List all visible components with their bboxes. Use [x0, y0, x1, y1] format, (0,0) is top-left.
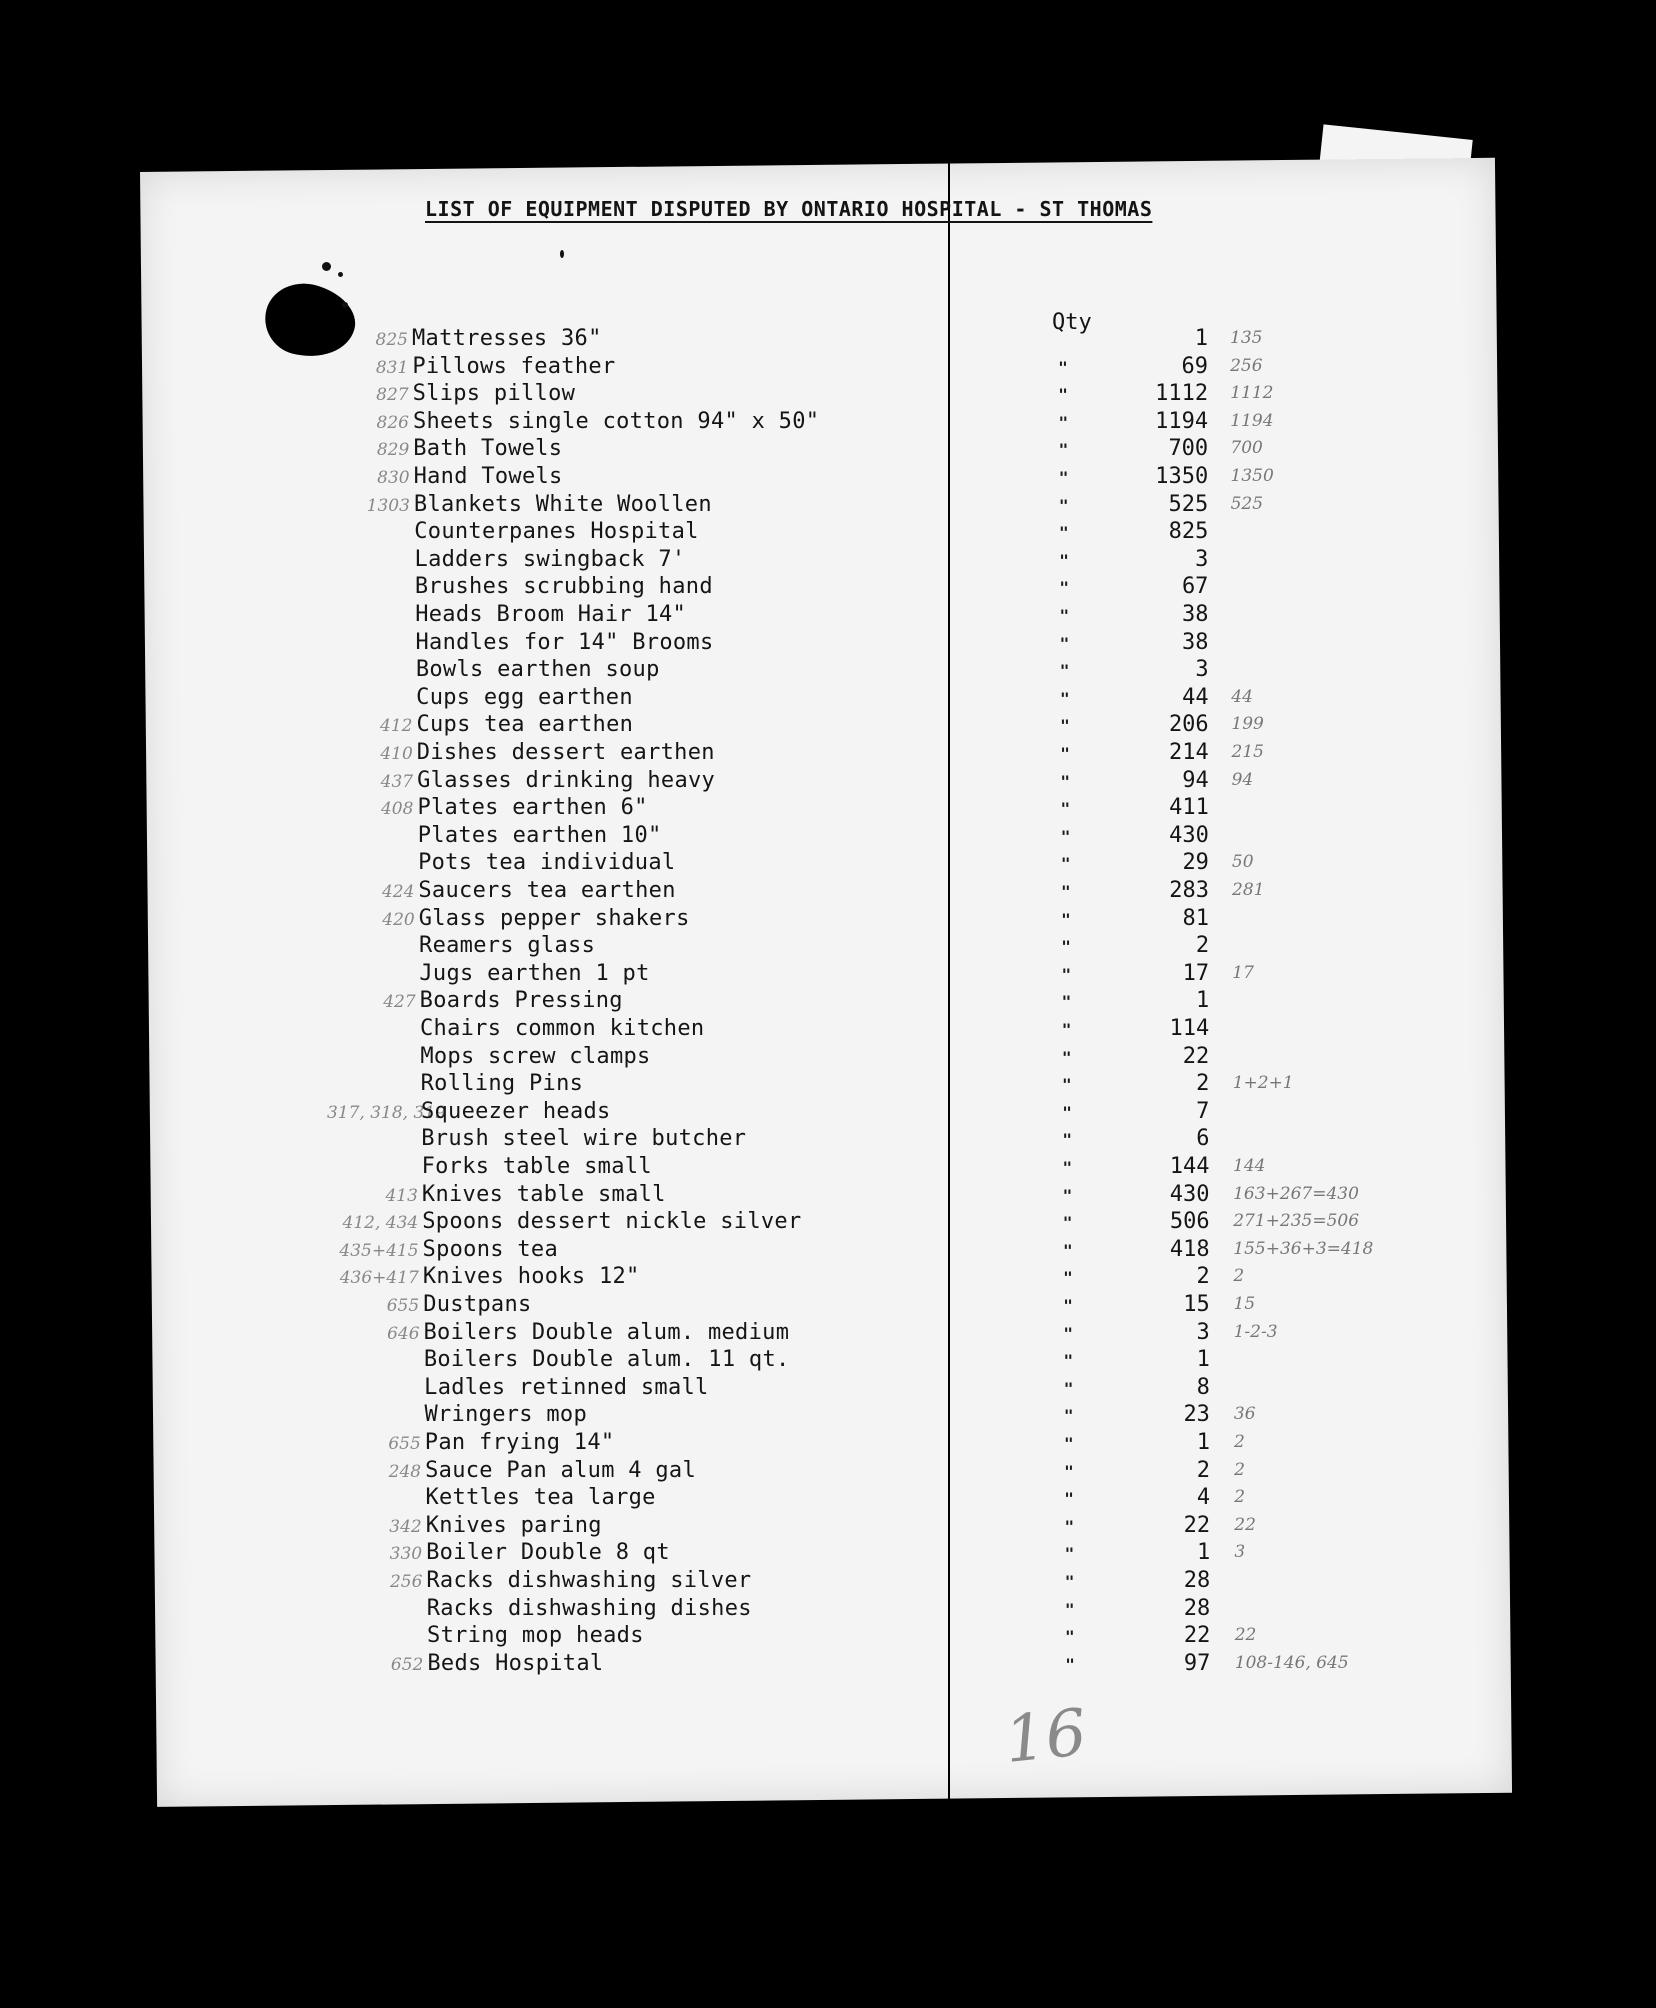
quantity-value: 4 [1196, 1485, 1211, 1511]
handwritten-note: 44 [1231, 686, 1253, 707]
table-row [0, 850, 1254, 876]
item-description: Racks dishwashing silver [426, 1568, 752, 1593]
quantity-value: 3 [1195, 546, 1209, 572]
ditto-mark: " [1060, 826, 1071, 846]
item-description: Knives table small [421, 1181, 666, 1207]
handwritten-item-number: 826 [376, 412, 409, 433]
ditto-mark: " [1059, 661, 1070, 681]
handwritten-note: 256 [1230, 355, 1263, 376]
handwritten-note: 2 [1234, 1432, 1245, 1452]
handwritten-note: 17 [1232, 962, 1254, 983]
table-row [0, 1016, 1210, 1042]
handwritten-note: 1+2+1 [1232, 1073, 1294, 1094]
item-description: Mattresses 36" [412, 326, 602, 351]
table-row [0, 1568, 1211, 1594]
table-row [0, 740, 1264, 766]
ditto-mark: " [1063, 1351, 1074, 1371]
handwritten-item-number: 424 [381, 882, 415, 902]
handwritten-item-number: 825 [375, 330, 408, 350]
ditto-mark: " [1063, 1268, 1073, 1288]
item-description: Cups tea earthen [416, 712, 634, 738]
ditto-mark: " [1065, 1654, 1075, 1674]
item-description: Boilers Double alum. medium [423, 1319, 790, 1345]
quantity-value: 825 [1168, 519, 1209, 545]
handwritten-item-number: 652 [390, 1654, 424, 1675]
ditto-mark: " [1064, 1461, 1074, 1481]
item-description: Saucers tea earthen [418, 878, 676, 903]
quantity-value: 430 [1169, 822, 1209, 848]
ditto-mark: " [1059, 523, 1069, 543]
page-number: 16 [1001, 1695, 1091, 1779]
ditto-mark: " [1064, 1544, 1075, 1564]
ditto-mark: " [1058, 412, 1069, 432]
quantity-value: 15 [1183, 1292, 1210, 1317]
table-row [0, 960, 1254, 987]
item-description: Blankets White Woollen [413, 491, 712, 517]
table-row [0, 1650, 1349, 1677]
ditto-mark: " [1060, 744, 1070, 763]
ditto-mark: " [1058, 440, 1069, 460]
handwritten-item-number: 330 [389, 1544, 423, 1565]
quantity-value: 525 [1168, 491, 1209, 517]
handwritten-item-number: 1303 [366, 495, 410, 516]
handwritten-item-number: 412 [380, 716, 413, 737]
table-row [0, 905, 1210, 932]
table-row [0, 519, 1209, 545]
ink-speck [322, 262, 331, 271]
table-row [0, 353, 1263, 380]
table-row [0, 1264, 1245, 1290]
quantity-value: 2 [1196, 1264, 1210, 1290]
table-row [0, 933, 1210, 959]
item-description: Spoons tea [422, 1236, 558, 1262]
item-description: Reamers glass [419, 933, 596, 959]
ditto-mark: " [1060, 771, 1071, 791]
table-row [0, 1457, 1245, 1484]
ditto-mark: " [1061, 937, 1071, 957]
table-row [0, 684, 1253, 711]
quantity-value: 430 [1169, 1181, 1210, 1207]
quantity-value: 1 [1194, 326, 1208, 351]
handwritten-item-number: 410 [380, 744, 413, 764]
item-description: Knives hooks 12" [422, 1264, 640, 1290]
quantity-value: 214 [1169, 740, 1209, 765]
handwritten-note: 1-2-3 [1233, 1321, 1278, 1342]
table-row [0, 1485, 1246, 1511]
item-description: Plates earthen 6" [417, 795, 648, 821]
ditto-mark: " [1064, 1489, 1074, 1509]
ditto-mark: " [1059, 688, 1070, 708]
ditto-mark: " [1062, 1240, 1073, 1260]
handwritten-note: 2 [1234, 1459, 1245, 1480]
item-description: Knives paring [425, 1512, 602, 1538]
handwritten-item-number: 437 [380, 771, 414, 792]
item-description: Ladders swingback 7' [414, 546, 686, 572]
table-row [0, 381, 1274, 407]
handwritten-item-number: 427 [383, 992, 416, 1013]
table-row [0, 1319, 1278, 1346]
quantity-value: 23 [1183, 1402, 1210, 1428]
item-description: Forks table small [421, 1154, 652, 1179]
item-description: Racks dishwashing dishes [426, 1595, 752, 1621]
ditto-mark: " [1061, 1047, 1072, 1067]
item-description: Brushes scrubbing hand [414, 574, 713, 600]
quantity-value: 2 [1195, 933, 1210, 959]
item-description: Cups egg earthen [416, 684, 633, 710]
quantity-value: 7 [1196, 1098, 1210, 1124]
item-description: Brush steel wire butcher [421, 1126, 747, 1152]
quantity-value: 283 [1169, 878, 1209, 903]
handwritten-note: 94 [1231, 769, 1254, 790]
item-description: Mops screw clamps [420, 1043, 651, 1069]
item-description: Pillows feather [412, 353, 616, 379]
ditto-mark: " [1059, 606, 1070, 625]
item-description: Chairs common kitchen [420, 1016, 705, 1041]
ditto-mark: " [1060, 854, 1071, 874]
quantity-value: 418 [1169, 1236, 1210, 1262]
handwritten-note: 22 [1234, 1514, 1256, 1535]
quantity-value: 94 [1182, 767, 1209, 793]
table-row [0, 1402, 1256, 1428]
quantity-value: 28 [1183, 1568, 1211, 1593]
table-row [0, 795, 1209, 821]
item-description: Glasses drinking heavy [417, 767, 716, 793]
handwritten-item-number: 830 [377, 468, 410, 488]
quantity-value: 97 [1183, 1650, 1211, 1676]
ditto-mark: " [1063, 1323, 1074, 1343]
handwritten-item-number: 655 [388, 1434, 421, 1454]
document-title: LIST OF EQUIPMENT DISPUTED BY ONTARIO HOSPITAL - ST THOMAS [425, 197, 1153, 221]
handwritten-item-number: 831 [375, 357, 409, 378]
quantity-value: 1 [1196, 1430, 1210, 1455]
handwritten-note: 2 [1233, 1266, 1245, 1287]
quantity-value: 1 [1196, 1540, 1211, 1566]
table-row [0, 822, 1209, 849]
item-description: Hand Towels [413, 464, 563, 489]
ditto-mark: " [1062, 1158, 1073, 1177]
quantity-value: 44 [1182, 684, 1209, 710]
item-description: Handles for 14" Brooms [415, 629, 714, 655]
ditto-mark: " [1063, 1296, 1073, 1315]
handwritten-note: 155+36+3=418 [1233, 1238, 1374, 1259]
ditto-mark: " [1059, 578, 1069, 598]
quantity-value: 29 [1182, 850, 1209, 876]
table-row [0, 574, 1209, 600]
item-description: Slips pillow [412, 381, 576, 407]
quantity-value: 1112 [1155, 381, 1209, 407]
item-description: Dustpans [423, 1292, 532, 1317]
item-description: Pots tea individual [418, 850, 676, 876]
ditto-mark: " [1058, 468, 1069, 487]
ink-speck [560, 250, 564, 258]
handwritten-note: 700 [1230, 438, 1263, 459]
handwritten-item-number: 248 [388, 1461, 422, 1482]
qty-header: Qty [1052, 310, 1092, 335]
handwritten-item-number: 412, 434 [342, 1213, 419, 1234]
item-description: Squeezer heads [420, 1098, 611, 1124]
handwritten-note: 135 [1230, 328, 1263, 348]
ditto-mark: " [1062, 1130, 1072, 1150]
ditto-mark: " [1058, 357, 1068, 377]
handwritten-item-number: 829 [376, 440, 410, 461]
ink-speck [338, 272, 343, 277]
table-row [0, 657, 1209, 683]
ditto-mark: " [1061, 882, 1071, 901]
handwritten-note: 50 [1231, 852, 1254, 873]
ditto-mark: " [1059, 550, 1069, 570]
item-description: Plates earthen 10" [417, 822, 662, 848]
handwritten-item-number: 256 [389, 1572, 423, 1592]
item-description: Boiler Double 8 qt [426, 1540, 670, 1566]
quantity-value: 411 [1169, 795, 1209, 821]
table-row [0, 1154, 1266, 1180]
quantity-value: 67 [1181, 574, 1209, 600]
ditto-mark: " [1060, 716, 1070, 736]
ditto-mark: " [1062, 1102, 1072, 1122]
ditto-mark: " [1064, 1434, 1074, 1453]
table-row [0, 1126, 1210, 1152]
handwritten-note: 2 [1234, 1487, 1246, 1508]
table-row [0, 1595, 1211, 1622]
quantity-value: 3 [1196, 1319, 1210, 1345]
item-description: Bowls earthen soup [415, 657, 660, 683]
item-description: Glass pepper shakers [418, 905, 690, 931]
table-row [0, 1292, 1256, 1318]
table-row [0, 602, 1209, 628]
quantity-value: 38 [1182, 602, 1209, 627]
item-description: Kettles tea large [425, 1485, 656, 1511]
handwritten-note: 199 [1231, 714, 1264, 735]
quantity-value: 2 [1196, 1071, 1210, 1097]
ditto-mark: " [1060, 799, 1071, 819]
item-description: Jugs earthen 1 pt [419, 960, 650, 986]
quantity-value: 1194 [1155, 408, 1209, 434]
item-description: Sauce Pan alum 4 gal [425, 1457, 697, 1483]
table-row [0, 1209, 1360, 1235]
quantity-value: 114 [1169, 1016, 1210, 1041]
quantity-value: 700 [1168, 436, 1209, 462]
item-description: Spoons dessert nickle silver [422, 1209, 802, 1235]
table-row [0, 408, 1274, 435]
item-description: String mop heads [427, 1623, 644, 1649]
quantity-value: 2 [1196, 1457, 1211, 1483]
table-row [0, 1623, 1257, 1649]
item-description: Boards Pressing [419, 988, 623, 1014]
table-row [0, 878, 1265, 904]
handwritten-note: 3 [1234, 1542, 1246, 1563]
item-description: Sheets single cotton 94" x 50" [412, 408, 820, 434]
item-description: Wringers mop [424, 1402, 588, 1428]
quantity-value: 3 [1195, 657, 1209, 683]
ditto-mark: " [1064, 1516, 1075, 1536]
table-row [0, 464, 1274, 490]
quantity-value: 17 [1182, 960, 1210, 986]
table-row [0, 1512, 1256, 1539]
ditto-mark: " [1065, 1627, 1075, 1647]
item-description: Dishes dessert earthen [416, 740, 715, 765]
handwritten-item-number: 408 [380, 799, 414, 820]
quantity-value: 6 [1196, 1126, 1210, 1152]
handwritten-note: 1112 [1230, 383, 1274, 404]
item-description: Ladles retinned small [424, 1374, 709, 1400]
quantity-value: 22 [1183, 1512, 1211, 1538]
table-row [0, 1181, 1359, 1208]
handwritten-note: 144 [1233, 1156, 1266, 1176]
ditto-mark: " [1063, 1378, 1074, 1398]
ditto-mark: " [1064, 1599, 1075, 1619]
handwritten-note: 281 [1232, 880, 1265, 900]
quantity-value: 81 [1182, 905, 1210, 931]
handwritten-note: 15 [1233, 1294, 1256, 1314]
handwritten-note: 271+235=506 [1233, 1211, 1360, 1232]
handwritten-item-number: 646 [387, 1323, 420, 1344]
ditto-mark: " [1061, 909, 1071, 929]
handwritten-note: 163+267=430 [1233, 1183, 1359, 1204]
item-description: Heads Broom Hair 14" [415, 602, 687, 627]
quantity-value: 1 [1196, 1347, 1210, 1373]
quantity-value: 22 [1182, 1043, 1210, 1069]
handwritten-item-number: 420 [382, 909, 415, 930]
handwritten-note: 108-146, 645 [1234, 1652, 1349, 1673]
item-description: Boilers Double alum. 11 qt. [423, 1347, 790, 1373]
handwritten-item-number: 655 [386, 1296, 420, 1316]
item-description: Beds Hospital [427, 1650, 604, 1676]
table-row [0, 1347, 1210, 1373]
item-description: Bath Towels [413, 436, 563, 462]
table-row [0, 546, 1209, 573]
handwritten-item-number: 436+417 [339, 1268, 419, 1289]
ditto-mark: " [1058, 495, 1069, 515]
table-row [0, 712, 1264, 738]
item-description: Rolling Pins [420, 1071, 584, 1097]
quantity-value: 144 [1169, 1154, 1210, 1179]
handwritten-item-number: 342 [389, 1516, 422, 1537]
item-description: Pan frying 14" [424, 1430, 615, 1455]
item-description: Counterpanes Hospital [414, 519, 699, 545]
table-row [0, 1043, 1210, 1070]
table-row [0, 988, 1210, 1014]
quantity-value: 28 [1183, 1595, 1211, 1621]
table-row [0, 1430, 1245, 1456]
quantity-value: 22 [1183, 1623, 1211, 1649]
handwritten-note: 525 [1230, 493, 1264, 514]
ink-speck [342, 302, 348, 308]
ditto-mark: " [1062, 1213, 1073, 1233]
table-row [0, 1236, 1374, 1263]
table-row [0, 629, 1209, 656]
quantity-value: 506 [1169, 1209, 1210, 1235]
handwritten-item-number: 827 [376, 385, 409, 406]
handwritten-note: 22 [1234, 1625, 1257, 1646]
handwritten-note: 36 [1233, 1404, 1256, 1425]
table-row [0, 491, 1264, 518]
table-row [0, 436, 1263, 462]
ditto-mark: " [1061, 992, 1072, 1012]
quantity-value: 1 [1195, 988, 1210, 1014]
table-row [0, 1540, 1246, 1566]
ditto-mark: " [1059, 633, 1070, 653]
ditto-mark: " [1058, 385, 1068, 405]
quantity-value: 206 [1168, 712, 1209, 738]
handwritten-note: 215 [1231, 742, 1264, 762]
table-row [0, 1071, 1294, 1097]
ditto-mark: " [1064, 1572, 1075, 1591]
handwritten-item-number: 435+415 [339, 1240, 419, 1261]
quantity-value: 38 [1182, 629, 1209, 655]
quantity-value: 8 [1196, 1374, 1210, 1400]
handwritten-item-number: 413 [385, 1185, 418, 1206]
quantity-value: 1350 [1155, 464, 1209, 489]
handwritten-item-number: 317, 318, 319 [326, 1102, 446, 1123]
handwritten-note: 1194 [1230, 410, 1274, 431]
ditto-mark: " [1062, 1185, 1073, 1205]
ditto-mark: " [1063, 1406, 1074, 1426]
table-row [0, 767, 1254, 794]
table-row [0, 1374, 1210, 1401]
table-row [0, 326, 1263, 352]
table-row [0, 1098, 1210, 1125]
handwritten-note: 1350 [1230, 466, 1274, 486]
ditto-mark: " [1062, 1075, 1072, 1095]
ditto-mark: " [1061, 964, 1072, 984]
quantity-value: 69 [1181, 353, 1209, 379]
ditto-mark: " [1061, 1020, 1072, 1039]
